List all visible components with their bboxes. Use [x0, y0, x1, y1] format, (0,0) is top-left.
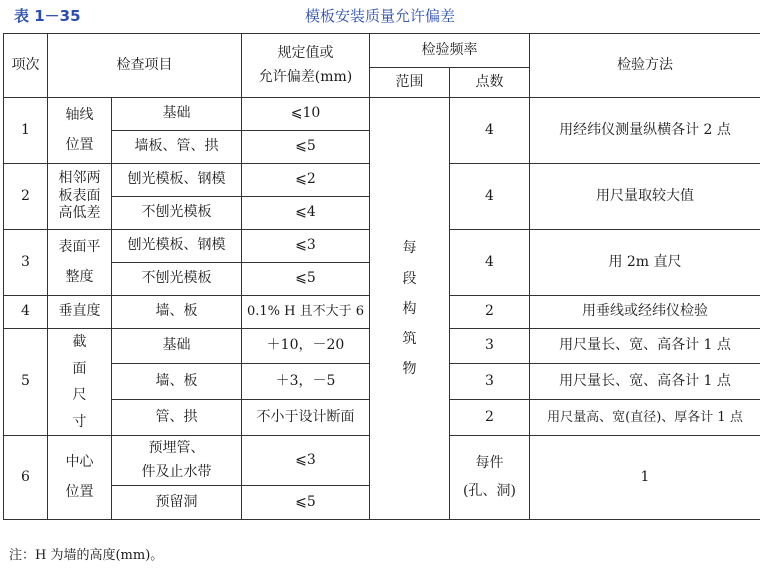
row5-sub1: 基础	[112, 329, 242, 364]
header-allowed-line1: 规定值或	[277, 45, 334, 61]
header-method: 检验方法	[530, 34, 760, 98]
row3-val2: ⩽5	[242, 263, 370, 296]
scope-char-4: 筑	[402, 330, 417, 347]
row1-val2: ⩽5	[242, 131, 370, 164]
row1-item-line1: 轴线	[65, 107, 94, 123]
row5-sub2: 墙、板	[112, 364, 242, 400]
row5-item-line1: 截	[72, 334, 87, 350]
row3-item	[48, 230, 112, 296]
row2-sub2: 不刨光模板	[112, 197, 242, 230]
row1-item-line2: 位置	[65, 136, 94, 153]
scope-char-1: 每	[402, 240, 417, 257]
scope-char-2: 段	[402, 270, 417, 287]
row5-points2: 3	[450, 364, 530, 400]
row2-val2: ⩽4	[242, 197, 370, 230]
row4-val: 0.1% H 且不大于 6	[242, 296, 370, 329]
header-allowed-deviation	[242, 34, 370, 98]
row6-sub2: 预留洞	[112, 486, 242, 520]
row6-sub1-line2: 件及止水带	[141, 463, 212, 480]
header-scope: 范围	[370, 68, 450, 98]
row3-item-line2: 整度	[65, 268, 94, 285]
row3-points: 4	[450, 230, 530, 296]
row6-item-line2: 位置	[65, 483, 94, 500]
row5-item-line4: 寸	[72, 413, 87, 430]
scope-char-5: 物	[402, 360, 417, 377]
row3-sub2: 不刨光模板	[112, 263, 242, 296]
row3-item-line1: 表面平	[58, 239, 101, 255]
row2-points: 4	[450, 164, 530, 230]
row1-item	[48, 98, 112, 164]
row5-points3: 2	[450, 400, 530, 436]
row6-scope-line1: 每件	[475, 455, 504, 472]
row1-sub1: 基础	[112, 98, 242, 131]
row1-sub2: 墙板、管、拱	[112, 131, 242, 164]
row5-item	[48, 329, 112, 436]
row2-method: 用尺量取较大值	[530, 164, 760, 230]
row6-val1: ⩽3	[242, 436, 370, 486]
row3-method: 用 2m 直尺	[530, 230, 760, 296]
row4-no: 4	[4, 296, 48, 329]
table-row	[4, 98, 760, 131]
table-title: 模板安装质量允许偏差	[304, 7, 455, 25]
row4-item: 垂直度	[48, 296, 112, 329]
header-allowed-line2: 允许偏差(mm)	[258, 68, 353, 85]
row4-sub: 墙、板	[112, 296, 242, 329]
row4-method: 用垂线或经纬仪检验	[530, 296, 760, 329]
header-row-1	[4, 34, 760, 68]
table-caption	[0, 0, 760, 30]
row5-val2: ＋3，－5	[242, 364, 370, 400]
row5-sub3: 管、拱	[112, 400, 242, 436]
row2-val1: ⩽2	[242, 164, 370, 197]
row6-item	[48, 436, 112, 520]
row5-points1: 3	[450, 329, 530, 364]
row6-sub1	[112, 436, 242, 486]
header-item-no: 项次	[4, 34, 48, 98]
row2-item	[48, 164, 112, 230]
row6-val2: ⩽5	[242, 486, 370, 520]
scope-char-3: 构	[402, 300, 417, 317]
row5-no: 5	[4, 329, 48, 436]
row3-no: 3	[4, 230, 48, 296]
row6-scope-line2: (孔、洞)	[463, 482, 516, 499]
row5-method3: 用尺量高、宽(直径)、厚各计 1 点	[530, 400, 760, 436]
row4-points: 2	[450, 296, 530, 329]
row2-sub1: 刨光模板、钢模	[112, 164, 242, 197]
row3-sub1: 刨光模板、钢模	[112, 230, 242, 263]
scope-merged	[370, 98, 450, 520]
row5-method1: 用尺量长、宽、高各计 1 点	[530, 329, 760, 364]
row6-points: 1	[530, 436, 760, 520]
row2-item-line3: 高低差	[58, 205, 101, 222]
row5-method2: 用尺量长、宽、高各计 1 点	[530, 364, 760, 400]
row2-no: 2	[4, 164, 48, 230]
row6-scope-cell	[450, 436, 530, 520]
row2-item-line2: 板表面	[58, 187, 101, 204]
row3-val1: ⩽3	[242, 230, 370, 263]
row1-method: 用经纬仪测量纵横各计 2 点	[530, 98, 760, 164]
row5-item-line3: 尺	[72, 387, 87, 404]
row1-val1: ⩽10	[242, 98, 370, 131]
row2-item-line1: 相邻两	[58, 170, 101, 187]
header-points: 点数	[450, 68, 530, 98]
header-check-item: 检查项目	[48, 34, 242, 98]
table-note: 注：H 为墙的高度(mm)。	[9, 548, 164, 563]
row6-item-line1: 中心	[65, 454, 94, 471]
row5-val3: 不小于设计断面	[242, 400, 370, 436]
header-frequency: 检验频率	[370, 34, 530, 68]
row6-no: 6	[4, 436, 48, 520]
row5-item-line2: 面	[72, 360, 87, 377]
row1-points: 4	[450, 98, 530, 164]
row5-val1: ＋10，－20	[242, 329, 370, 364]
row1-no: 1	[4, 98, 48, 164]
row6-sub1-line1: 预埋管、	[148, 440, 205, 457]
table-number: 表 1－35	[14, 7, 81, 25]
tolerance-table	[3, 33, 760, 520]
